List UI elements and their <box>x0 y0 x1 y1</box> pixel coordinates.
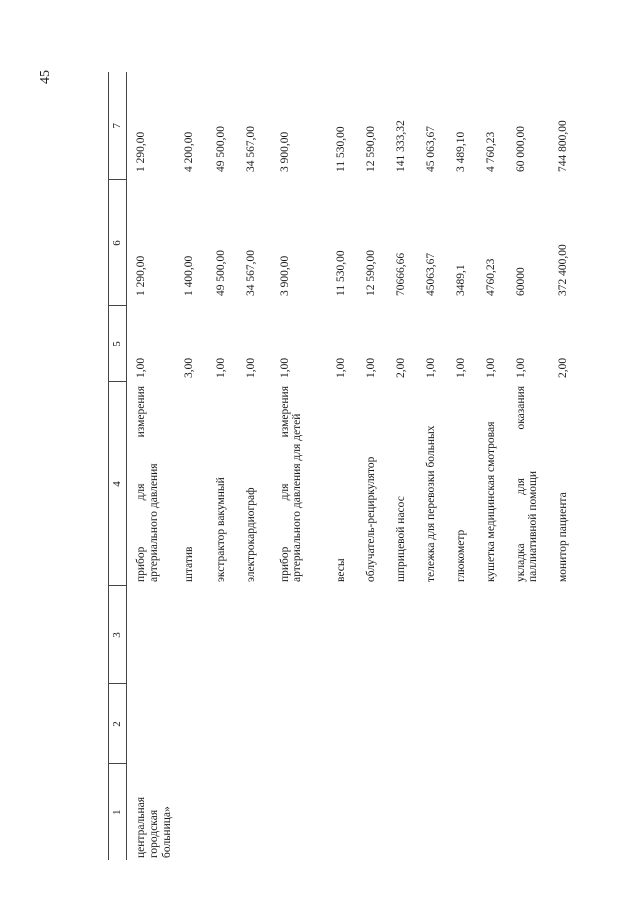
table-row <box>215 72 245 860</box>
equipment-name-cell <box>245 382 279 586</box>
column-3-cell <box>515 586 557 684</box>
column-header-5: 5 <box>109 306 127 382</box>
quantity-cell: 1,00 <box>214 357 227 378</box>
column-2-cell <box>335 684 365 764</box>
quantity-cell: 2,00 <box>394 357 407 378</box>
equipment-name-continued: артериального давления <box>147 463 160 582</box>
institution-cell <box>279 764 335 860</box>
equipment-name: весы <box>334 558 347 582</box>
equipment-name: облучатель-рециркулятор <box>364 456 377 582</box>
equipment-name: прибор для измерения <box>135 386 147 582</box>
institution-cell <box>183 764 215 860</box>
equipment-name: электрокардиограф <box>244 487 257 582</box>
equipment-name: шприцевой насос <box>394 496 407 582</box>
column-2-cell <box>127 684 183 764</box>
equipment-name-cell <box>395 382 425 586</box>
table-row <box>557 72 593 860</box>
column-3-cell <box>127 586 183 684</box>
unit-price-cell: 34 567,00 <box>244 250 257 296</box>
column-3-cell <box>183 586 215 684</box>
equipment-name-cell <box>557 382 593 586</box>
institution-cell <box>215 764 245 860</box>
total-cost-cell: 4 760,23 <box>484 131 497 172</box>
column-3-cell <box>279 586 335 684</box>
column-3-cell <box>425 586 455 684</box>
quantity-cell: 1,00 <box>454 357 467 378</box>
unit-price-cell: 12 590,00 <box>364 250 377 296</box>
table-row <box>245 72 279 860</box>
unit-price-cell: 45063,67 <box>424 252 437 296</box>
table-row <box>485 72 515 860</box>
table-row <box>335 72 365 860</box>
table-row <box>395 72 425 860</box>
quantity-cell: 2,00 <box>556 357 569 378</box>
institution-cell <box>425 764 455 860</box>
total-cost-cell: 34 567,00 <box>244 126 257 172</box>
column-3-cell <box>557 586 593 684</box>
equipment-name: прибор для измерения <box>278 386 291 582</box>
column-3-cell <box>485 586 515 684</box>
table-header-row <box>109 72 127 860</box>
total-cost-cell: 3 900,00 <box>278 131 291 172</box>
page-number: 45 <box>38 70 53 84</box>
unit-price-cell: 70666,66 <box>394 252 407 296</box>
unit-price-cell: 1 290,00 <box>135 255 147 296</box>
column-header-1: 1 <box>109 764 127 860</box>
column-header-4: 4 <box>109 382 127 586</box>
equipment-name: штатив <box>182 546 195 582</box>
quantity-cell: 1,00 <box>514 357 527 378</box>
total-cost-cell: 49 500,00 <box>214 126 227 172</box>
table-row <box>183 72 215 860</box>
equipment-table <box>108 72 593 860</box>
equipment-name-cell <box>127 382 183 586</box>
equipment-name-cell <box>365 382 395 586</box>
unit-price-cell: 3489,1 <box>454 264 467 296</box>
quantity-cell: 1,00 <box>278 357 291 378</box>
unit-price-cell: 60000 <box>514 267 527 296</box>
column-2-cell <box>183 684 215 764</box>
institution-cell <box>485 764 515 860</box>
column-2-cell <box>557 684 593 764</box>
unit-price-cell: 372 400,00 <box>556 244 569 296</box>
equipment-name-cell <box>335 382 365 586</box>
total-cost-cell: 1 290,00 <box>135 131 147 172</box>
total-cost-cell: 141 333,32 <box>394 120 407 172</box>
column-header-6: 6 <box>109 180 127 306</box>
equipment-name-cell <box>485 382 515 586</box>
unit-price-cell: 4760,23 <box>484 258 497 296</box>
table-row <box>279 72 335 860</box>
column-2-cell <box>425 684 455 764</box>
column-3-cell <box>215 586 245 684</box>
total-cost-cell: 744 800,00 <box>556 120 569 172</box>
column-3-cell <box>395 586 425 684</box>
equipment-name: экстрактор вакумный <box>214 477 227 582</box>
column-3-cell <box>365 586 395 684</box>
total-cost-cell: 3 489,10 <box>454 131 467 172</box>
equipment-name: монитор пациента <box>556 492 569 582</box>
column-header-2: 2 <box>109 684 127 764</box>
equipment-name: глюкометр <box>454 529 467 582</box>
column-2-cell <box>245 684 279 764</box>
total-cost-cell: 11 530,00 <box>334 126 347 172</box>
equipment-name: тележка для перевозки больных <box>424 425 437 582</box>
equipment-name-cell <box>515 382 557 586</box>
institution-cell <box>557 764 593 860</box>
column-2-cell <box>395 684 425 764</box>
unit-price-cell: 1 400,00 <box>182 255 195 296</box>
column-3-cell <box>245 586 279 684</box>
table-row <box>515 72 557 860</box>
total-cost-cell: 45 063,67 <box>424 126 437 172</box>
column-2-cell <box>215 684 245 764</box>
unit-price-cell: 11 530,00 <box>334 250 347 296</box>
total-cost-cell: 12 590,00 <box>364 126 377 172</box>
institution-name: центральная городская больница» <box>135 796 173 858</box>
column-2-cell <box>455 684 485 764</box>
table-body <box>127 72 593 860</box>
column-2-cell <box>279 684 335 764</box>
quantity-cell: 1,00 <box>364 357 377 378</box>
equipment-name-cell <box>183 382 215 586</box>
column-2-cell <box>515 684 557 764</box>
column-3-cell <box>455 586 485 684</box>
quantity-cell: 3,00 <box>182 357 195 378</box>
column-header-3: 3 <box>109 586 127 684</box>
institution-cell <box>245 764 279 860</box>
institution-cell <box>455 764 485 860</box>
quantity-cell: 1,00 <box>484 357 497 378</box>
equipment-name-cell <box>455 382 485 586</box>
unit-price-cell: 3 900,00 <box>278 255 291 296</box>
quantity-cell: 1,00 <box>135 357 147 378</box>
column-3-cell <box>335 586 365 684</box>
column-header-7: 7 <box>109 72 127 180</box>
quantity-cell: 1,00 <box>424 357 437 378</box>
rotated-table-container <box>108 72 569 860</box>
column-2-cell <box>485 684 515 764</box>
equipment-name-cell <box>425 382 455 586</box>
quantity-cell: 1,00 <box>244 357 257 378</box>
equipment-name-continued: паллиативной помощи <box>527 470 540 582</box>
table-row <box>455 72 485 860</box>
equipment-name-continued: артериального давления для детей <box>291 413 304 582</box>
total-cost-cell: 4 200,00 <box>182 131 195 172</box>
institution-cell <box>515 764 557 860</box>
equipment-name: укладка для оказания <box>514 386 527 582</box>
institution-cell <box>127 764 183 860</box>
equipment-name-cell <box>215 382 245 586</box>
equipment-name-cell <box>279 382 335 586</box>
table-row <box>365 72 395 860</box>
column-2-cell <box>365 684 395 764</box>
institution-cell <box>335 764 365 860</box>
quantity-cell: 1,00 <box>334 357 347 378</box>
institution-cell <box>395 764 425 860</box>
equipment-name: кушетка медицинская смотровая <box>484 421 497 582</box>
institution-cell <box>365 764 395 860</box>
unit-price-cell: 49 500,00 <box>214 250 227 296</box>
table-row <box>127 72 183 860</box>
table-row <box>425 72 455 860</box>
total-cost-cell: 60 000,00 <box>514 126 527 172</box>
